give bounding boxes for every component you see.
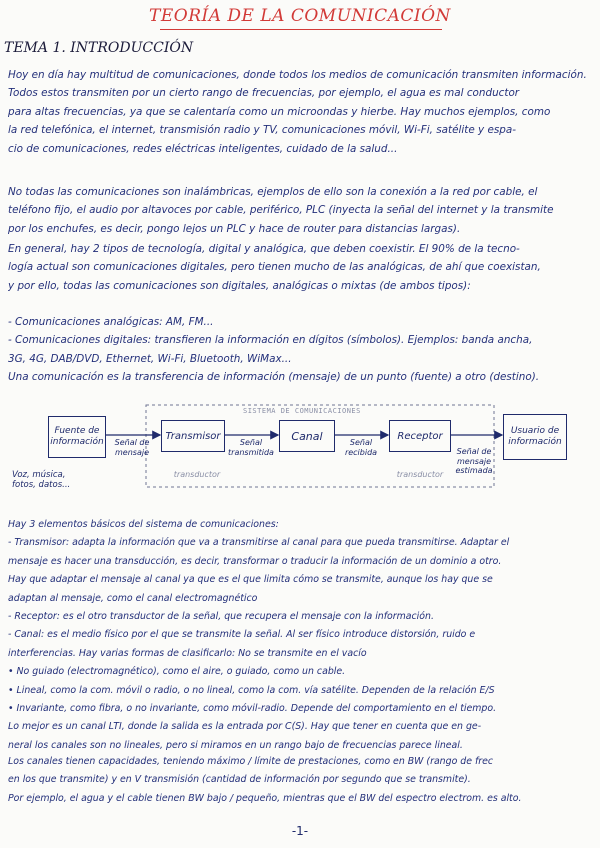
text-line: neral los canales son no lineales, pero si miramos en un rango bajo de frecuencias parece lineal. [8,739,463,751]
text-line: • Invariante, como fibra, o no invariante, como móvil-radio. Depende del comportamiento en el tiempo. [8,702,497,714]
source-box: Fuente de información [48,416,106,458]
label-transmitted-signal: Señal transmitida [228,438,274,457]
text-line: Una comunicación es la transferencia de información (mensaje) de un punto (fuente) a otro (destino). [8,371,540,384]
label-message-signal: Señal de mensaje [114,438,150,457]
text-line: En general, hay 2 tipos de tecnología, digital y analógica, que deben coexistir. El 90% de la tecno- [8,243,520,255]
text-line: para altas frecuencias, ya que se calentaría como un microondas y hierbe. Hay muchos ejemplos, como [8,105,551,118]
text-line: - Receptor: es el otro transductor de la señal, que recupera el mensaje con la información. [8,610,434,622]
label-source-examples: Voz, música, fotos, datos... [12,470,71,490]
text-line: adaptan al mensaje, como el canal electromagnético [8,592,258,604]
page-number: -1- [291,824,309,838]
text-line: en los que transmite) y en V transmisión (cantidad de información por segundo que se transmite). [8,774,471,786]
text-line: - Canal: es el medio físico por el que se transmite la señal. Al ser físico introduce distorsión, ruido e [8,629,476,641]
text-line: Hay que adaptar el mensaje al canal ya que es el que limita cómo se transmite, aunque los hay que se [8,574,493,586]
label-estimated-signal: Señal de mensaje estimada [455,447,493,475]
text-line: y por ello, todas las comunicaciones son digitales, analógicas o mixtas (de ambos tipos): [8,279,471,292]
text-line: • No guiado (electromagnético), como el aire, o guiado, como un cable. [8,666,346,678]
text-line: Los canales tienen capacidades, teniendo máximo / límite de prestaciones, como en BW (rango de frec [8,756,494,767]
text-line: • Lineal, como la com. móvil o radio, o no lineal, como la com. vía satélite. Dependen de la relación E/S [8,684,495,696]
text-line: la red telefónica, el internet, transmisión radio y TV, comunicaciones móvil, Wi-Fi, satélite y espa- [8,124,516,137]
text-line: 3G, 4G, DAB/DVD, Ethernet, Wi-Fi, Bluetooth, WiMax... [8,352,292,365]
page-title: TEORÍA DE LA COMUNICACIÓN [149,6,451,26]
text-line: Hay 3 elementos básicos del sistema de comunicaciones: [8,519,279,530]
channel-box: Canal [279,420,335,452]
text-line: logía actual son comunicaciones digitales, pero tienen mucho de las analógicas, de ahí que coexistan, [8,261,541,274]
transmitter-box: Transmisor [161,420,225,452]
label-transducer-tx: transductor [173,470,221,479]
text-line: teléfono fijo, el audio por altavoces por cable, periférico, PLC (inyecta la señal del internet y la transmite [8,204,554,217]
system-label: SISTEMA DE COMUNICACIONES [243,407,361,415]
text-line: Hoy en día hay multitud de comunicaciones, donde todos los medios de comunicación transmiten información. [8,69,587,81]
paragraph-technologies [8,240,596,295]
paragraph-elements [8,516,596,755]
text-line: interferencias. Hay varias formas de clasificarlo: No se transmite en el vacío [8,647,367,659]
text-line: Por ejemplo, el agua y el cable tienen BW bajo / pequeño, mientras que el BW del espectro electrom. es alto. [8,792,522,804]
text-line: Lo mejor es un canal LTI, donde la salida es la entrada por C(S). Hay que tener en cuenta que en ge- [8,721,482,733]
text-line: Todos estos transmiten por un cierto rango de frecuencias, por ejemplo, el agua es mal conductor [8,87,520,100]
label-transducer-rx: transductor [396,470,444,479]
text-line: No todas las comunicaciones son inalámbricas, ejemplos de ello son la conexión a la red por cable, el [8,186,538,198]
chapter-heading: TEMA 1. INTRODUCCIÓN [4,40,194,56]
text-line: - Transmisor: adapta la información que va a transmitirse al canal para que pueda transmitirse. Adaptar el [8,537,510,549]
paragraph-intro [8,66,596,158]
text-line: por los enchufes, es decir, pongo lejos un PLC y hace de router para distancias largas). [8,222,461,235]
paragraph-types [8,313,596,387]
paragraph-capacity [8,753,596,808]
receiver-box: Receptor [389,420,451,452]
label-received-signal: Señal recibida [344,438,378,457]
text-line: mensaje es hacer una transducción, es decir, transformar o traducir la información de un dominio a otro. [8,555,502,567]
text-line: cio de comunicaciones, redes eléctricas inteligentes, cuidado de la salud... [8,142,398,155]
paragraph-wired [8,183,596,238]
title-underline [160,29,442,30]
text-line: - Comunicaciones digitales: transfieren la información en dígitos (símbolos). Ejemplos: banda ancha, [8,334,533,347]
text-line: - Comunicaciones analógicas: AM, FM... [8,316,214,328]
destination-box: Usuario de información [503,414,567,460]
